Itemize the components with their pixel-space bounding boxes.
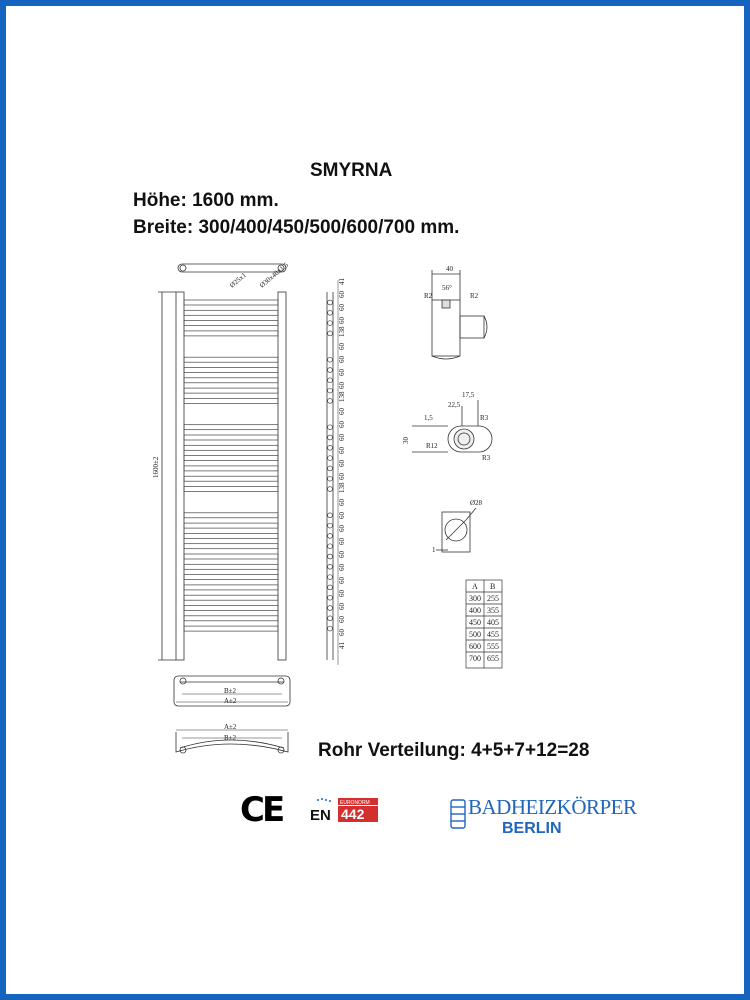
tube-dot	[328, 357, 333, 362]
tube-dot	[328, 476, 333, 481]
spacing-label: 60	[338, 629, 346, 636]
spacing-label: 60	[338, 616, 346, 623]
table-cell: 450	[469, 618, 481, 627]
spacing-label: 60	[338, 551, 346, 558]
tube	[184, 456, 278, 461]
spacing-label: 138	[338, 391, 346, 402]
tube	[184, 564, 278, 569]
detail2-r2: R12	[426, 442, 438, 450]
tube-dot	[328, 534, 333, 539]
spacing-label: 60	[338, 538, 346, 545]
tube-dot	[328, 425, 333, 430]
table-cell: 355	[487, 606, 499, 615]
tube-dot	[328, 399, 333, 404]
spacing-label: 60	[338, 434, 346, 441]
tube-dot	[328, 300, 333, 305]
spacing-label: 60	[338, 382, 346, 389]
tube	[184, 425, 278, 430]
tube-dot	[328, 564, 333, 569]
spacing-label: 60	[338, 447, 346, 454]
table-cell: 600	[469, 642, 481, 651]
tube	[184, 606, 278, 611]
tube	[184, 476, 278, 481]
tube-dot	[328, 456, 333, 461]
tube-dot	[328, 554, 333, 559]
spacing-label: 60	[338, 421, 346, 428]
detail1-r1: R2	[424, 292, 433, 300]
spacing-label: 60	[338, 603, 346, 610]
height-dim-label: 1600±2	[152, 456, 160, 478]
detail3-dia: Ø28	[470, 499, 483, 507]
spacing-label: 60	[338, 343, 346, 350]
spacing-label: 60	[338, 317, 346, 324]
tube-dot	[328, 606, 333, 611]
tube-dot	[328, 388, 333, 393]
spacing-label: 41	[338, 642, 346, 649]
tube	[184, 487, 278, 492]
spacing-label: 138	[338, 326, 346, 337]
right-rail	[278, 292, 286, 660]
table-cell: 700	[469, 654, 481, 663]
front-view	[158, 264, 338, 665]
spacing-label: 138	[338, 482, 346, 493]
spacing-label: 60	[338, 577, 346, 584]
detail-1	[432, 270, 487, 359]
tube	[184, 435, 278, 440]
tube	[184, 616, 278, 621]
tube-dot	[328, 575, 333, 580]
detail3-d1: 1	[432, 546, 436, 554]
tube	[184, 466, 278, 471]
tubes-group	[184, 300, 278, 631]
tube	[184, 321, 278, 326]
tube-dot	[328, 445, 333, 450]
detail2-d2: 22,5	[448, 401, 461, 409]
tube-dot	[328, 595, 333, 600]
spacing-label: 60	[338, 499, 346, 506]
table-cell: 300	[469, 594, 481, 603]
tube	[184, 398, 278, 403]
a-dim-label-2: A±2	[224, 723, 237, 731]
tube	[184, 513, 278, 518]
tube-dim-label: Ø25x1	[228, 271, 248, 290]
top-bar	[178, 264, 286, 272]
radiator-icon	[448, 796, 468, 832]
en-number: 442	[341, 806, 365, 822]
tube	[184, 544, 278, 549]
tube	[184, 378, 278, 383]
tube-dot	[328, 585, 333, 590]
spacing-label: 41	[338, 278, 346, 285]
spacing-label: 60	[338, 460, 346, 467]
detail2-d4: 30	[402, 437, 410, 444]
tube	[184, 310, 278, 315]
spacing-label: 60	[338, 473, 346, 480]
tube	[184, 445, 278, 450]
detail-3	[436, 508, 476, 552]
table-cell: 500	[469, 630, 481, 639]
euronorm-text: EURONORM	[340, 800, 370, 806]
tube	[184, 331, 278, 336]
width-spec: Breite: 300/400/450/500/600/700 mm.	[133, 217, 460, 238]
spacing-label: 60	[338, 525, 346, 532]
table-cell: 455	[487, 630, 499, 639]
tube-dot	[328, 331, 333, 336]
left-rail	[176, 292, 184, 660]
tube-dot	[328, 487, 333, 492]
spacing-label: 60	[338, 304, 346, 311]
height-spec: Höhe: 1600 mm.	[133, 190, 279, 211]
tube	[184, 595, 278, 600]
tube	[184, 554, 278, 559]
en-text: EN	[310, 807, 331, 824]
b-dim-label-1: B±2	[224, 687, 237, 695]
table-cell: 655	[487, 654, 499, 663]
detail2-d3: 1,5	[424, 414, 433, 422]
tube-dot	[328, 544, 333, 549]
tube-dot	[328, 513, 333, 518]
brand-city: BERLIN	[502, 820, 562, 837]
detail1-angle: 56°	[442, 284, 452, 292]
tube	[184, 388, 278, 393]
spacing-label: 60	[338, 408, 346, 415]
spacing-label: 60	[338, 564, 346, 571]
en442-logo	[310, 796, 380, 824]
detail2-r3: R3	[482, 454, 491, 462]
tube-dot	[328, 435, 333, 440]
pipe-distribution: Rohr Verteilung: 4+5+7+12=28	[318, 740, 590, 761]
tube-dot	[328, 616, 333, 621]
tube-dot	[328, 378, 333, 383]
product-title: SMYRNA	[310, 160, 393, 181]
table-cell: 400	[469, 606, 481, 615]
tube-dot	[328, 626, 333, 631]
spacing-label: 60	[338, 590, 346, 597]
tube	[184, 357, 278, 362]
tube	[184, 368, 278, 373]
tube	[184, 533, 278, 538]
tube	[184, 523, 278, 528]
tube	[184, 300, 278, 305]
tube	[184, 585, 278, 590]
b-dim-label-2: B±2	[224, 734, 237, 742]
a-dim-label-1: A±2	[224, 697, 237, 705]
ce-mark: CE	[240, 790, 283, 830]
table-cell: 555	[487, 642, 499, 651]
spacing-label: 60	[338, 356, 346, 363]
detail2-r1: R3	[480, 414, 489, 422]
tube-dot	[328, 310, 333, 315]
table-header: B	[490, 582, 496, 591]
tube-dot	[328, 321, 333, 326]
spacing-label: 60	[338, 291, 346, 298]
spacing-label: 60	[338, 512, 346, 519]
spacing-label: 60	[338, 369, 346, 376]
tube	[184, 575, 278, 580]
table-cell: 405	[487, 618, 499, 627]
side-dim-label: Ø30x40x1.5	[258, 261, 290, 290]
detail2-d1: 17,5	[462, 391, 475, 399]
tube-dot	[328, 466, 333, 471]
tube-dot	[328, 368, 333, 373]
side-profile-dots	[328, 300, 333, 631]
table-cell: 255	[487, 594, 499, 603]
tube-dot	[328, 523, 333, 528]
detail1-r2: R2	[470, 292, 479, 300]
table-header: A	[472, 582, 478, 591]
brand-name: BADHEIZKÖRPER	[468, 795, 637, 819]
tube	[184, 626, 278, 631]
detail1-width: 40	[446, 265, 453, 273]
